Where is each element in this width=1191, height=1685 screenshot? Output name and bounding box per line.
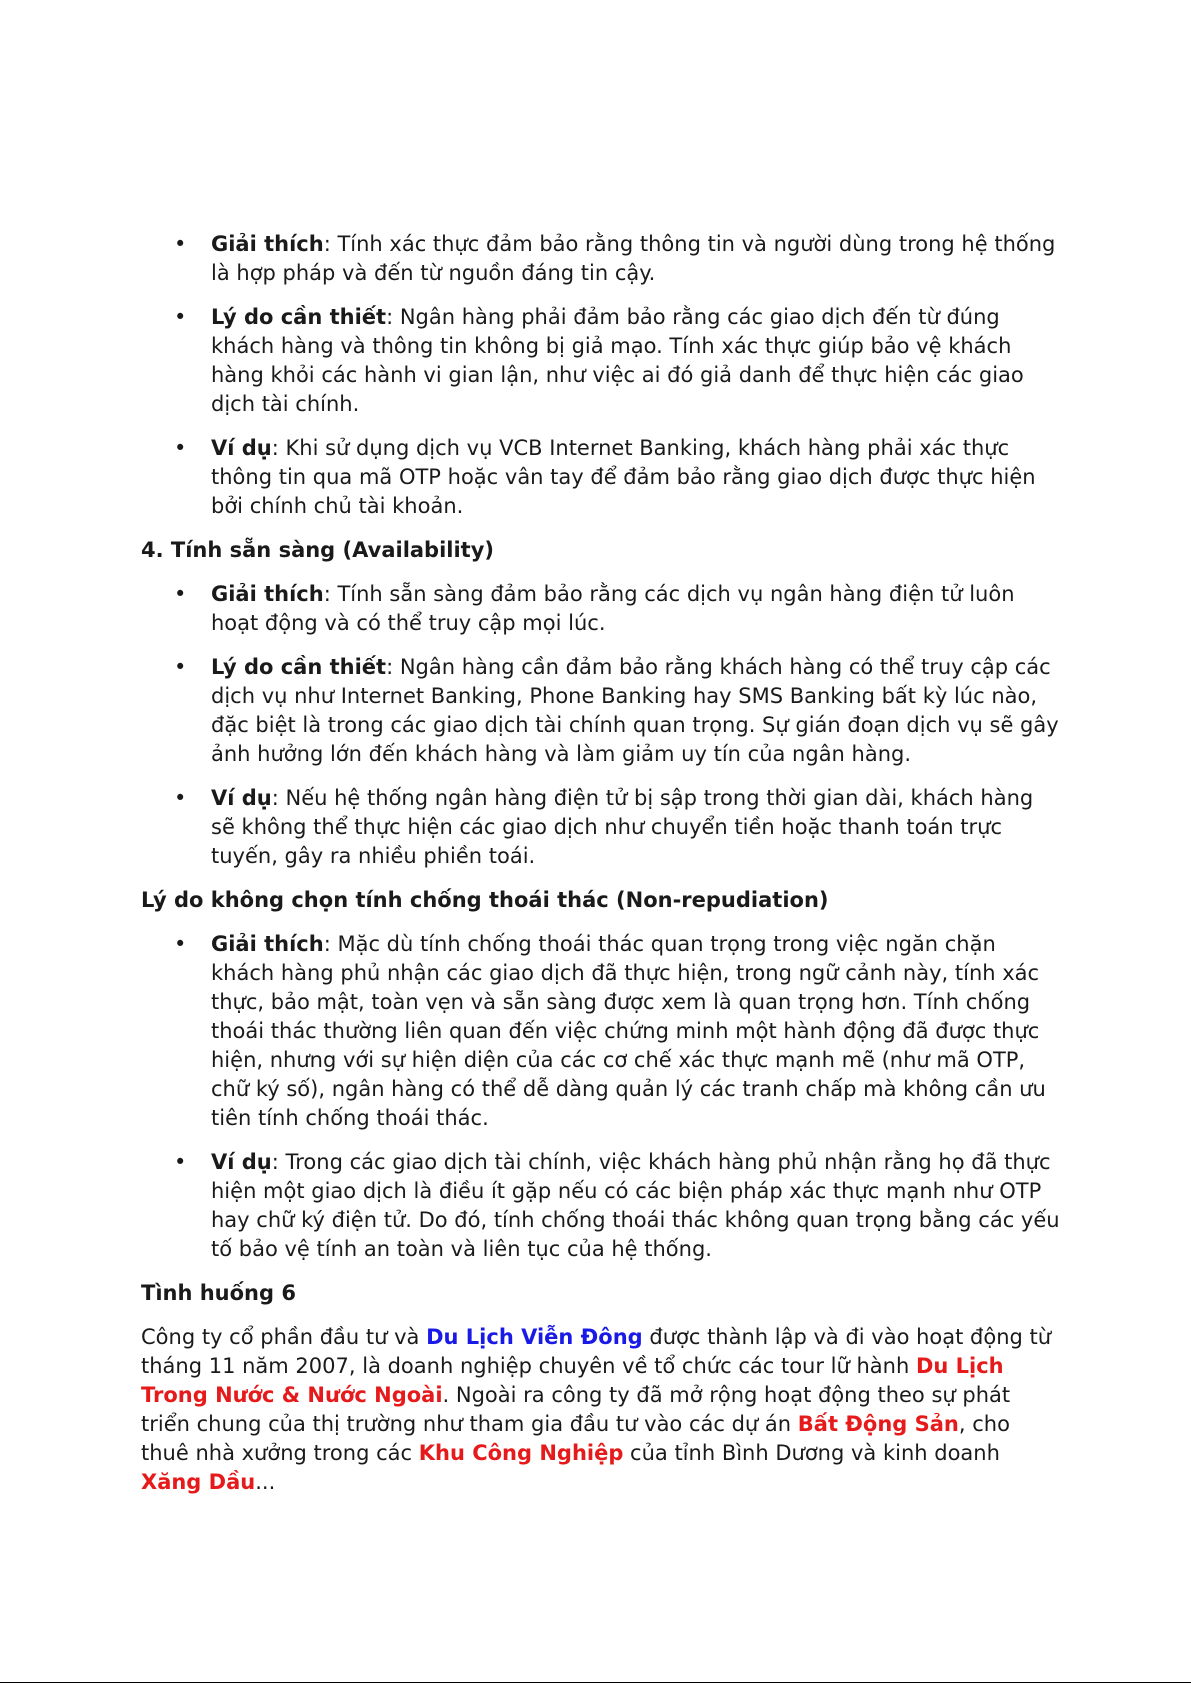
para-text: ... [255, 1470, 276, 1494]
case-6-paragraph [141, 1323, 1061, 1497]
para-text: được thành lập và đi vào hoạt động từ tháng 11 năm 2007, là doanh nghiệp chuyên về tổ chức các tour lữ hành [141, 1325, 1052, 1378]
item-term: Giải thích [211, 582, 324, 606]
highlight-company: Du Lịch Viễn Đông [426, 1325, 643, 1349]
non-repudiation-list [141, 930, 1061, 1264]
list-item [141, 784, 1061, 871]
para-text: Công ty cổ phần đầu tư và [141, 1325, 427, 1349]
item-term: Ví dụ [211, 786, 272, 810]
bullet: • [174, 655, 187, 679]
highlight-industrial-zone: Khu Công Nghiệp [418, 1441, 624, 1465]
list-item [141, 303, 1061, 419]
list-item [141, 1148, 1061, 1264]
highlight-real-estate: Bất Động Sản [797, 1412, 959, 1436]
item-text: : Tính sẵn sàng đảm bảo rằng các dịch vụ ngân hàng điện tử luôn hoạt động và có thể truy cập mọi lúc. [211, 582, 1015, 635]
bullet: • [174, 436, 187, 460]
para-text: của tỉnh Bình Dương và kinh doanh [623, 1441, 1000, 1465]
item-text: : Ngân hàng cần đảm bảo rằng khách hàng có thể truy cập các dịch vụ như Internet Banking, Phone Banking hay SMS Banking bất kỳ lúc nào, đặc biệt là trong các giao dịch tài chính quan trọng. Sự gián đoạn dịch vụ sẽ gây ảnh hưởng lớn đến khách hàng và làm giảm uy tín của ngân hàng. [211, 655, 1059, 766]
document-page [141, 230, 1061, 1497]
list-item [141, 930, 1061, 1133]
availability-list [141, 580, 1061, 871]
bullet: • [174, 305, 187, 329]
item-term: Giải thích [211, 932, 324, 956]
non-repudiation-heading: Lý do không chọn tính chống thoái thác (Non-repudiation) [141, 888, 829, 912]
item-term: Ví dụ [211, 436, 272, 460]
list-item [141, 230, 1061, 288]
item-term: Ví dụ [211, 1150, 272, 1174]
case-6-heading: Tình huống 6 [141, 1281, 296, 1305]
item-term: Lý do cần thiết [211, 305, 387, 329]
highlight-fuel: Xăng Dầu [141, 1470, 256, 1494]
item-text: : Tính xác thực đảm bảo rằng thông tin và người dùng trong hệ thống là hợp pháp và đến từ nguồn đáng tin cậy. [211, 232, 1056, 285]
bullet: • [174, 1150, 187, 1174]
bullet: • [174, 232, 187, 256]
item-text: : Trong các giao dịch tài chính, việc khách hàng phủ nhận rằng họ đã thực hiện một giao dịch là điều ít gặp nếu có các biện pháp xác thực mạnh như OTP hay chữ ký điện tử. Do đó, tính chống thoái thác không quan trọng bằng các yếu tố bảo vệ tính an toàn và liên tục của hệ thống. [211, 1150, 1060, 1261]
item-text: : Mặc dù tính chống thoái thác quan trọng trong việc ngăn chặn khách hàng phủ nhận các giao dịch đã thực hiện, trong ngữ cảnh này, tính xác thực, bảo mật, toàn vẹn và sẵn sàng được xem là quan trọng hơn. Tính chống thoái thác thường liên quan đến việc chứng minh một hành động đã được thực hiện, nhưng với sự hiện diện của các cơ chế xác thực mạnh mẽ (như mã OTP, chữ ký số), ngân hàng có thể dễ dàng quản lý các tranh chấp mà không cần ưu tiên tính chống thoái thác. [211, 932, 1046, 1130]
bullet: • [174, 786, 187, 810]
bullet: • [174, 932, 187, 956]
item-term: Lý do cần thiết [211, 655, 387, 679]
para-text: . Ngoài ra công ty đã mở rộng hoạt động theo sự phát triển chung của thị trường như tham gia đầu tư vào các dự án [141, 1383, 1011, 1436]
para-text: , cho thuê nhà xưởng trong các [141, 1412, 1010, 1465]
page-bottom-rule [0, 1682, 1191, 1683]
item-text: : Ngân hàng phải đảm bảo rằng các giao dịch đến từ đúng khách hàng và thông tin không bị giả mạo. Tính xác thực giúp bảo vệ khách hàng khỏi các hành vi gian lận, như việc ai đó giả danh để thực hiện các giao dịch tài chính. [211, 305, 1024, 416]
item-text: : Khi sử dụng dịch vụ VCB Internet Banking, khách hàng phải xác thực thông tin qua mã OTP hoặc vân tay để đảm bảo rằng giao dịch được thực hiện bởi chính chủ tài khoản. [211, 436, 1036, 518]
item-text: : Nếu hệ thống ngân hàng điện tử bị sập trong thời gian dài, khách hàng sẽ không thể thực hiện các giao dịch như chuyển tiền hoặc thanh toán trực tuyến, gây ra nhiều phiền toái. [211, 786, 1034, 868]
bullet: • [174, 582, 187, 606]
list-item [141, 653, 1061, 769]
availability-heading: 4. Tính sẵn sàng (Availability) [141, 538, 495, 562]
authenticity-list [141, 230, 1061, 521]
highlight-tour: Du Lịch Trong Nước & Nước Ngoài [141, 1354, 1004, 1407]
list-item [141, 434, 1061, 521]
list-item [141, 580, 1061, 638]
item-term: Giải thích [211, 232, 324, 256]
